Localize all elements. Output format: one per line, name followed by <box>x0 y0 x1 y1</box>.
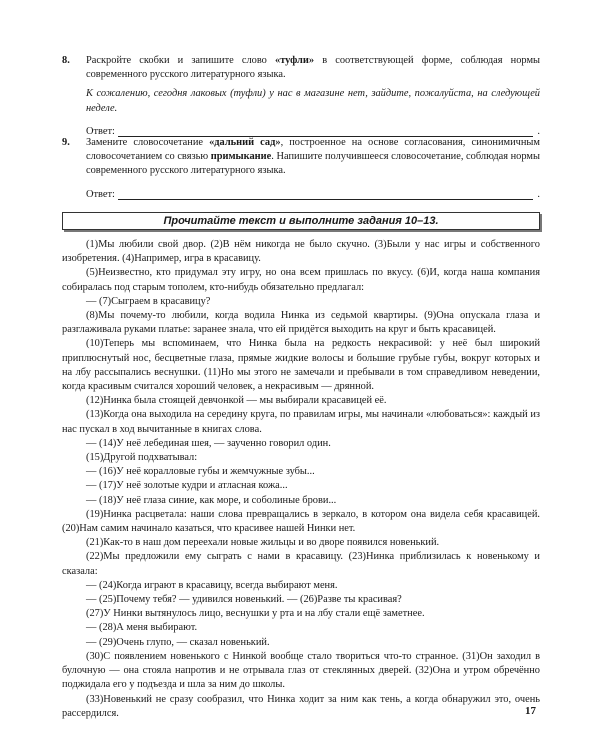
text-paragraph: (21)Как-то в наш дом переехали новые жильцы и во дворе появился новенький. <box>86 537 440 549</box>
reading-banner: Прочитайте текст и выполните задания 10–13. <box>62 212 540 230</box>
text-paragraph: (27)У Нинки вытянулось лицо, веснушки у рта и на лбу стали ещё заметнее. <box>86 608 425 620</box>
task-9-number: 9. <box>62 137 70 148</box>
task-9 <box>62 136 540 202</box>
task-9-answer[interactable]: Ответ: . <box>86 188 540 202</box>
task-9-link-type: примыкание <box>210 151 272 163</box>
text-paragraph: — (7)Сыграем в красавицу? <box>86 295 211 307</box>
task-8-answer[interactable]: Ответ: . <box>86 125 540 139</box>
task-9-keyword: «дальний сад» <box>209 137 281 148</box>
text-paragraph: (8)Мы почему-то любили, когда водила Нинка из седьмой квартиры. (9)Она опускала глаза и разглаживала руками платье: заранее знала, что ей придётся выходить на круг и быть красавицей. <box>62 310 540 336</box>
task-8-example: К сожалению, сегодня лаковых (туфли) у нас в магазине нет, зайдите, пожалуйста, на следующей неделе. <box>86 88 540 114</box>
text-paragraph: — (16)У неё коралловые губы и жемчужные зубы... <box>86 466 315 478</box>
text-paragraph: (10)Теперь мы вспоминаем, что Нинка была на редкость некрасивой: у неё был широкий приплюснутый нос, бесцветные глаза, прямые жидкие волосы и большие грубые губы, вокруг которых и на лбу рассыпались веснушки. (11)Но мы этого не замечали и пребывали в том справедливом неведении, когда красивым считался хороший человек, а некрасивым — дрянной. <box>62 338 540 393</box>
text-paragraph: — (29)Очень глупо, — сказал новенький. <box>86 636 270 648</box>
text-paragraph: — (24)Когда играют в красавицу, всегда выбирают меня. <box>86 579 338 591</box>
text-paragraph: — (28)А меня выбирают. <box>86 622 198 634</box>
text-paragraph: (33)Новенький не сразу сообразил, что Нинка ходит за ним как тень, а когда обнаружил это, очень рассердился. <box>62 693 540 719</box>
task-9-instruction: Замените словосочетание «дальний сад», построенное на основе согласования, синонимичным словосочетанием со связью примыкание. Напишите получившееся словосочетание, соблюдая нормы современного русского литературного языка. <box>86 137 540 177</box>
text-paragraph: (30)С появлением новенького с Нинкой вообще стало твориться что-то странное. (31)Он заходил в булочную — она стояла напротив и не отрывала глаз от стеклянных дверей. (32)Она и утром обречённо поджидала его у подъезда и шла за ним до школы. <box>62 650 540 691</box>
task-8 <box>62 54 540 139</box>
task-9-answer-label: Ответ: <box>86 188 115 200</box>
text-paragraph: (1)Мы любили свой двор. (2)В нём никогда не было скучно. (3)Были у нас игры и собственного изобретения. (4)Например, игра в красавицу. <box>62 239 540 265</box>
text-paragraph: (5)Неизвестно, кто придумал эту игру, но она всем пришлась по вкусу. (6)И, когда наша компания собиралась под старым тополем, кто-нибудь обязательно предлагал: <box>62 267 540 293</box>
text-paragraph: (19)Нинка расцветала: наши слова превращались в зеркало, в котором она видела себя красавицей. (20)Нам самим начинало казаться, что красивее нашей Нинки нет. <box>62 508 540 535</box>
reading-text <box>62 238 540 721</box>
text-paragraph: (12)Нинка была стоящей девчонкой — мы выбирали красавицей её. <box>86 395 387 407</box>
task-8-answer-label: Ответ: <box>86 125 115 137</box>
text-paragraph: — (25)Почему тебя? — удивился новенький. — (26)Разве ты красивая? <box>86 594 402 606</box>
text-paragraph: — (17)У неё золотые кудри и атласная кожа... <box>86 480 288 492</box>
task-9-answer-line[interactable] <box>118 189 533 200</box>
text-paragraph: — (14)У неё лебединая шея, — заученно говорил один. <box>86 437 331 449</box>
task-8-keyword: «туфли» <box>275 55 315 66</box>
text-paragraph: (13)Когда она выходила на середину круга, по правилам игры, мы начинали «любоваться»: каждый из нас пускал в ход вычитанные в книгах слова. <box>62 409 540 435</box>
text-paragraph: (22)Мы предложили ему сыграть с нами в красавицу. (23)Нинка приблизилась к новенькому и сказала: <box>62 551 540 577</box>
task-8-number: 8. <box>62 55 70 66</box>
text-paragraph: (15)Другой подхватывал: <box>86 452 198 464</box>
task-8-instruction: Раскройте скобки и запишите слово «туфли» в соответствующей форме, соблюдая нормы современного русского литературного языка. <box>86 55 540 81</box>
text-paragraph: — (18)У неё глаза синие, как море, и соболиные брови... <box>86 494 337 506</box>
page-number: 17 <box>525 705 536 717</box>
